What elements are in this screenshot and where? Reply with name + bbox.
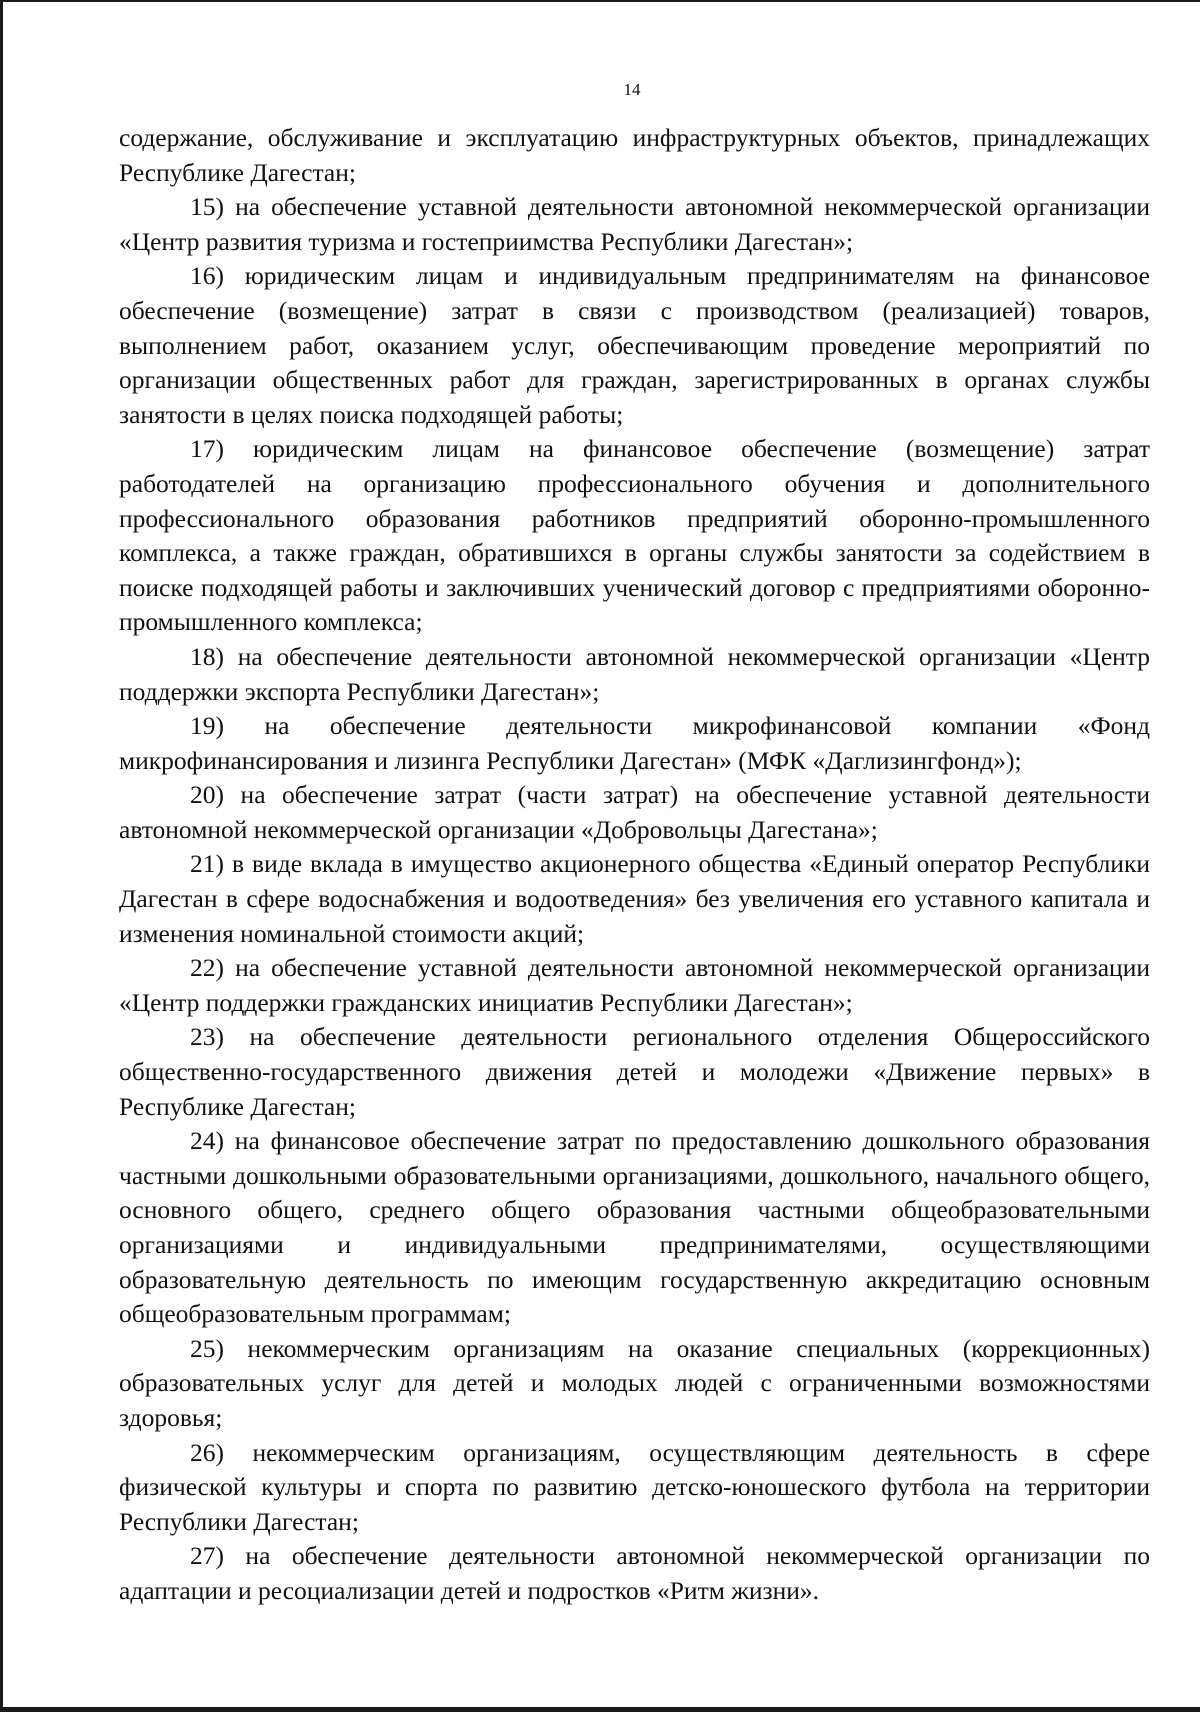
list-item-18: 18) на обеспечение деятельности автономной некоммерческой организации «Центр поддержки экспорта Республики Дагестан»; bbox=[119, 641, 1150, 706]
scan-edge-bottom bbox=[0, 1707, 1200, 1712]
list-item-25: 25) некоммерческим организациям на оказание специальных (коррекционных) образовательных услуг для детей и молодых людей с ограниченными возможностями здоровья; bbox=[119, 1333, 1150, 1432]
scan-edge-left bbox=[0, 0, 3, 1712]
list-item-21: 21) в виде вклада в имущество акционерного общества «Единый оператор Республики Дагестан в сфере водоснабжения и водоотведения» без увеличения его уставного капитала и изменения номинальной стоимости акций; bbox=[119, 849, 1150, 948]
list-item-27: 27) на обеспечение деятельности автономной некоммерческой организации по адаптации и ресоциализации детей и подростков «Ритм жизни». bbox=[119, 1541, 1150, 1605]
page-number: 14 bbox=[623, 80, 641, 99]
list-item-20: 20) на обеспечение затрат (части затрат) на обеспечение уставной деятельности автономной некоммерческой организации «Добровольцы Дагестана»; bbox=[119, 780, 1150, 844]
document-body bbox=[119, 121, 1150, 1609]
list-item-17: 17) юридическим лицам на финансовое обеспечение (возмещение) затрат работодателей на организацию профессионального обучения и дополнительного профессионального образования работников предприятий оборонно-промышленного комплекса, а также граждан, обратившихся в органы службы занятости за содействием в поиске подходящей работы и заключивших ученический договор с предприятиями оборонно-промышленного комплекса; bbox=[119, 434, 1150, 637]
list-item-23: 23) на обеспечение деятельности регионального отделения Общероссийского общественно-государственного движения детей и молодежи «Движение первых» в Республике Дагестан; bbox=[119, 1022, 1150, 1121]
list-item-16: 16) юридическим лицам и индивидуальным предпринимателям на финансовое обеспечение (возмещение) затрат в связи с производством (реализацией) товаров, выполнением работ, оказанием услуг, обеспечивающим проведение мероприятий по организации общественных работ для граждан, зарегистрированных в органах службы занятости в целях поиска подходящей работы; bbox=[119, 261, 1150, 429]
list-item-26: 26) некоммерческим организациям, осуществляющим деятельность в сфере физической культуры и спорта по развитию детско-юношеского футбола на территории Республики Дагестан; bbox=[119, 1437, 1150, 1536]
list-item-15: 15) на обеспечение уставной деятельности автономной некоммерческой организации «Центр развития туризма и гостеприимства Республики Дагестан»; bbox=[119, 192, 1150, 256]
list-item-24: 24) на финансовое обеспечение затрат по предоставлению дошкольного образования частными дошкольными образовательными организациями, дошкольного, начального общего, основного общего, среднего общего образования частными общеобразовательными организациями и индивидуальными предпринимателями, осуществляющими образовательную деятельность по имеющим государственную аккредитацию основным общеобразовательным программам; bbox=[119, 1126, 1150, 1329]
paragraph-continuation: содержание, обслуживание и эксплуатацию инфраструктурных объектов, принадлежащих Республике Дагестан; bbox=[119, 123, 1150, 187]
scan-edge-top bbox=[0, 0, 1200, 2]
list-item-22: 22) на обеспечение уставной деятельности автономной некоммерческой организации «Центр поддержки гражданских инициатив Республики Дагестан»; bbox=[119, 953, 1150, 1017]
list-item-19: 19) на обеспечение деятельности микрофинансовой компании «Фонд микрофинансирования и лизинга Республики Дагестан» (МФК «Даглизингфонд»); bbox=[119, 711, 1150, 775]
